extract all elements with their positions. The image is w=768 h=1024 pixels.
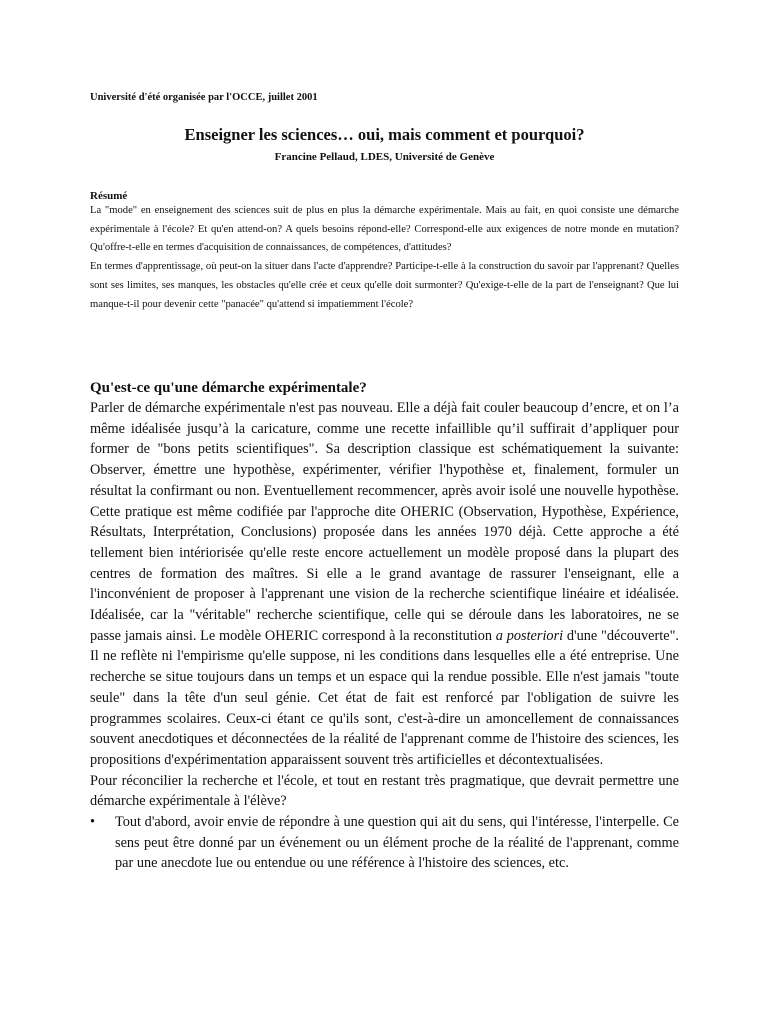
abstract-paragraph: En termes d'apprentissage, où peut-on la situer dans l'acte d'apprendre? Participe-t-elle à la construction du savoir par l'apprenant? Quelles sont ses limites, ses manques, les obstacles qu'elle crée et ceux qu'elle doit surmonter? Qu'exige-t-elle de la part de l'enseignant? Que lui manque-t-il pour devenir cette "panacée" qu'attend si impatiemment l'école?	[90, 261, 679, 310]
abstract-body	[90, 202, 679, 314]
abstract-paragraph: La "mode" en enseignement des sciences suit de plus en plus la démarche expérimentale. Mais au fait, en quoi consiste une démarche expérimentale à l'école? Et qu'en attend-on? A quels besoins répond-elle? Correspond-elle aux exigences de notre monde en mutation? Qu'offre-t-elle en termes d'acquisition de connaissances, de compétences, d'attitudes?	[90, 205, 679, 254]
document-page	[90, 0, 679, 1024]
section-body	[90, 398, 679, 874]
document-title: Enseigner les sciences… oui, mais comment et pourquoi?	[184, 125, 585, 144]
abstract-heading: Résumé	[90, 190, 128, 202]
body-paragraph: Pour réconcilier la recherche et l'école, et tout en restant très pragmatique, que devrait permettre une démarche expérimentale à l'élève?	[90, 772, 679, 810]
bullet-item	[90, 812, 679, 874]
section-heading: Qu'est-ce qu'une démarche expérimentale?	[90, 380, 367, 396]
bullet-list	[90, 812, 679, 874]
body-text-span: d'une "découverte". Il ne reflète ni l'empirisme qu'elle suppose, ni les conditions dans lesquelles elle a été entreprise. Une recherche se situe toujours dans un temps et un espace qui la rendue possible. Elle n'est jamais "toute seule" dans la tête d'un seul génie. Cet état de fait est renforcé par l'obligation de suivre les programmes scolaires. Ceux-ci étant ce qu'ils sont, c'est-à-dire un amoncellement de connaissances souvent anecdotiques et déconnectées de la réalité de l'apprenant comme de l'histoire des sciences, les propositions d'expérimentation apparaissent souvent très artificielles et décontextualisées.	[90, 627, 679, 768]
bullet-icon: •	[90, 814, 96, 831]
running-header: Université d'été organisée par l'OCCE, juillet 2001	[90, 92, 318, 103]
body-text-span: Parler de démarche expérimentale n'est pas nouveau. Elle a déjà fait couler beaucoup d’encre, et on l’a même idéalisée jusqu’à la caricature, comme une recette infaillible qu’il suffirait d’appliquer pour former de "bons petits scientifiques". Sa description classique est schématiquement la suivante: Observer, émettre une hypothèse, expérimenter, vérifier l'hypothèse et, finalement, formuler un résultat la confirmant ou non. Eventuellement recommencer, après avoir isolé une nouvelle hypothèse. Cette pratique est même codifiée par l'approche dite OHERIC (Observation, Hypothèse, Expérience, Résultats, Interprétation, Conclusions) proposée dans les années 1970 déjà. Cette approche a été tellement bien intériorisée qu'elle reste encore actuellement un modèle proposé dans la plupart des centres de formation des maîtres. Si elle a le grand avantage de rassurer l'enseignant, elle a l'inconvénient de proposer à l'apprenant une vision de la recherche scientifique linéaire et idéalisée. Idéalisée, car la "véritable" recherche scientifique, celle qui se déroule dans les laboratoires, ne se passe jamais ainsi. Le modèle OHERIC correspond à la reconstitution	[90, 400, 679, 644]
bullet-text: Tout d'abord, avoir envie de répondre à une question qui ait du sens, qui l'intéresse, l'interpelle. Ce sens peut être donné par un événement ou un élément proche de la réalité de l'apprenant, comme par une anecdote lue ou entendue ou une référence à l'histoire des sciences, etc.	[115, 814, 679, 872]
body-paragraph	[90, 398, 679, 771]
italic-term: a posteriori	[495, 627, 564, 644]
document-author: Francine Pellaud, LDES, Université de Genève	[274, 151, 495, 163]
